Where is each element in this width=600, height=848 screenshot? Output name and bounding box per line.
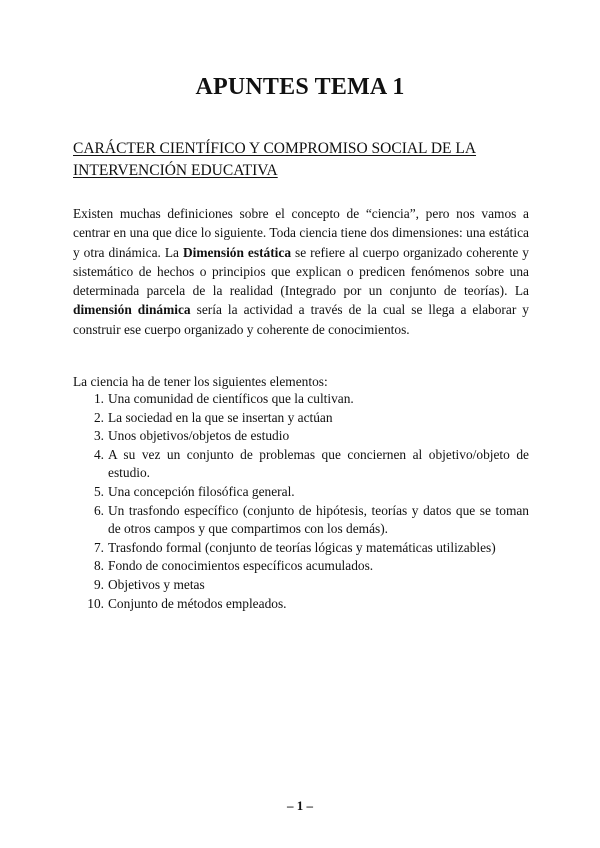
list-item-text: Conjunto de métodos empleados.: [108, 595, 287, 611]
page-number: – 1 –: [287, 798, 313, 813]
list-item: [73, 483, 529, 502]
list-item-number: 5.: [93, 483, 104, 499]
list-item-text: Una concepción filosófica general.: [108, 483, 295, 499]
list-item-number: 9.: [93, 576, 104, 592]
list-item: [73, 595, 529, 614]
list-item: [73, 427, 529, 446]
list-item: [73, 446, 529, 483]
list-item: [73, 576, 529, 595]
list-item: [73, 390, 529, 409]
list-item-number: 3.: [93, 428, 104, 444]
paragraph-text-3: sería la actividad a través de la cual se llega a elaborar y construir ese cuerpo organizado y coherente de conocimientos.: [73, 302, 529, 337]
document-title: APUNTES TEMA 1: [195, 74, 405, 100]
paragraph-text-1: Existen muchas definiciones sobre el concepto de “ciencia”, pero nos vamos a centrar en una que dice lo siguiente. Toda ciencia tiene dos dimensiones: una estática y otra dinámica. La: [73, 206, 529, 260]
list-item: [73, 557, 529, 576]
list-item-text: Unos objetivos/objetos de estudio: [108, 428, 290, 444]
intro-paragraph: [73, 204, 529, 339]
list-item: [73, 502, 529, 539]
section-heading: CARÁCTER CIENTÍFICO Y COMPROMISO SOCIAL DE LA INTERVENCIÓN EDUCATIVA: [73, 140, 477, 179]
list-item-number: 1.: [93, 391, 104, 406]
list-item-text: La sociedad en la que se insertan y actúan: [108, 409, 333, 425]
elements-list: [73, 390, 529, 613]
list-item-text: Una comunidad de científicos que la cultivan.: [108, 391, 354, 406]
list-item-text: Un trasfondo específico (conjunto de hipótesis, teorías y datos que se toman de otros campos y que compartimos con los demás).: [108, 502, 529, 537]
list-item-text: Trasfondo formal (conjunto de teorías lógicas y matemáticas utilizables): [108, 539, 496, 555]
paragraph-bold-static: Dimensión estática: [182, 244, 292, 260]
list-item-number: 7.: [93, 539, 104, 555]
list-item-number: 6.: [93, 502, 104, 518]
list-item-text: A su vez un conjunto de problemas que conciernen al objetivo/objeto de estudio.: [108, 446, 529, 481]
list-item-number: 4.: [93, 446, 104, 462]
paragraph-text-2: se refiere al cuerpo organizado coherente y sistemático de hechos o principios que explican o predicen fenómenos sobre una determinada parcela de la realidad (Integrado por un conjunto de teorías). La: [73, 244, 529, 299]
list-item: [73, 539, 529, 558]
paragraph-bold-dynamic: dimensión dinámica: [73, 302, 191, 318]
list-item: [73, 409, 529, 428]
list-item-number: 8.: [93, 558, 104, 574]
list-item-number: 2.: [93, 409, 104, 425]
list-item-text: Fondo de conocimientos específicos acumulados.: [108, 558, 374, 574]
list-intro: La ciencia ha de tener los siguientes elementos:: [73, 374, 328, 389]
list-item-text: Objetivos y metas: [108, 576, 205, 592]
list-item-number: 10.: [87, 595, 104, 611]
